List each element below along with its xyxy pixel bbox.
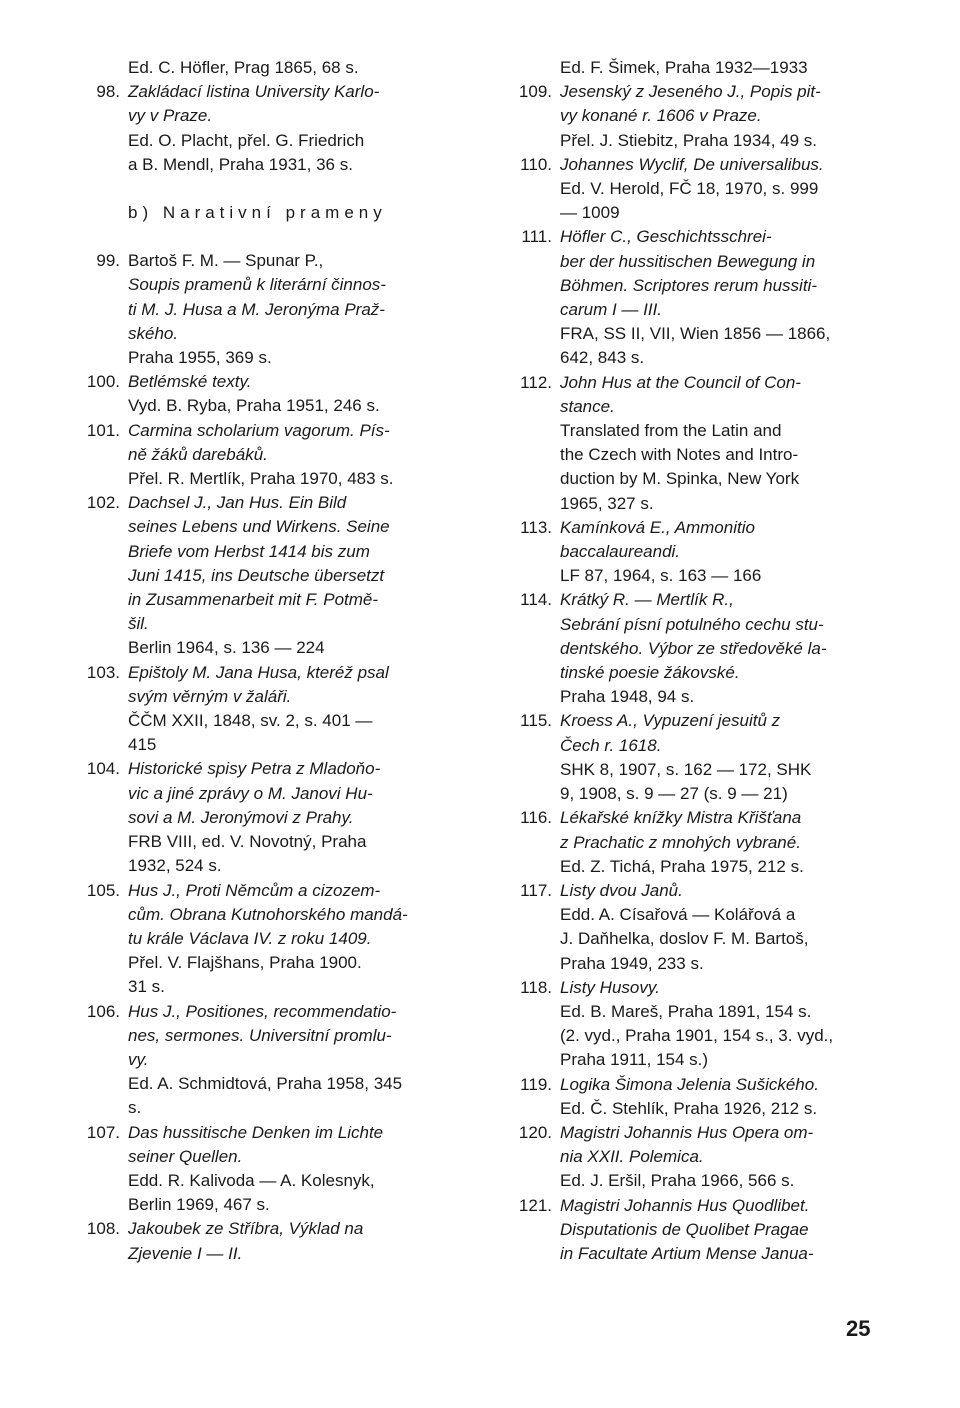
- entry-title-line: Lékařské knížky Mistra Křišťana: [560, 808, 802, 828]
- entry-number: 121.: [518, 1195, 552, 1215]
- entry-title-line: Zakládací listina University Karlo-: [128, 82, 380, 102]
- entry-number: 110.: [520, 154, 552, 174]
- entry-title-line: Kroess A., Vypuzení jesuitů z: [560, 711, 781, 731]
- entry-imprint-line: Berlin 1964, s. 136 — 224: [128, 638, 325, 658]
- entry-number: 104.: [86, 759, 120, 779]
- entry-imprint-line: Vyd. B. Ryba, Praha 1951, 246 s.: [128, 396, 380, 416]
- page-number: 25: [846, 1316, 871, 1341]
- entry-imprint-line: Přel. R. Mertlík, Praha 1970, 483 s.: [128, 469, 394, 489]
- entry-number: 118.: [520, 977, 552, 997]
- entry-title-line: in Zusammenarbeit mit F. Potmě-: [128, 590, 379, 610]
- entry-title-line: Zjevenie I — II.: [128, 1243, 243, 1263]
- bibliography-entry: [510, 1073, 890, 1121]
- bibliography-entry: [510, 225, 890, 370]
- entry-imprint-line: Translated from the Latin and: [560, 421, 782, 441]
- entry-number: 100.: [86, 372, 120, 392]
- entry-title-line: Juni 1415, ins Deutsche übersetzt: [128, 565, 385, 585]
- entry-title-line: vy konané r. 1606 v Praze.: [560, 106, 762, 126]
- entry-title-line: cům. Obrana Kutnohorského mandá-: [128, 904, 408, 924]
- entry-imprint-line: 415: [128, 735, 157, 755]
- entry-imprint-line: Praha 1911, 154 s.): [560, 1050, 709, 1070]
- entry-title-line: ského.: [128, 323, 179, 343]
- entry-number: 107.: [86, 1122, 120, 1142]
- entry-title-line: Logika Šimona Jelenia Sušického.: [560, 1074, 819, 1094]
- entry-imprint-line: 9, 1908, s. 9 — 27 (s. 9 — 21): [560, 784, 788, 804]
- entry-imprint-line: Praha 1955, 369 s.: [128, 348, 272, 368]
- bibliography-entry: [78, 1000, 458, 1121]
- entry-title-line: Listy dvou Janů.: [560, 880, 683, 900]
- entry-title-line: Hus J., Positiones, recommendatio-: [128, 1001, 397, 1021]
- entry-number: 117.: [520, 880, 552, 900]
- entry-title-line: svým věrným v žaláři.: [128, 686, 292, 706]
- entry-title-line: carum I — III.: [560, 300, 663, 320]
- entry-title-line: Johannes Wyclif, De universalibus.: [560, 154, 824, 174]
- entry-title-line: Das hussitische Denken im Lichte: [128, 1122, 384, 1142]
- bibliography-entry: [78, 879, 458, 1000]
- bibliography-entry: [510, 153, 890, 226]
- entry-number: 105.: [86, 880, 120, 900]
- entry-number: 106.: [86, 1001, 120, 1021]
- entry-imprint-line: duction by M. Spinka, New York: [560, 469, 800, 489]
- entry-title-line: tinské poesie žákovské.: [560, 663, 740, 683]
- entry-title-line: sovi a M. Jeronýmovi z Prahy.: [128, 807, 354, 827]
- entry-title-line: Betlémské texty.: [128, 372, 252, 392]
- entry-number: 115.: [520, 711, 552, 731]
- entry-title-line: ber der hussitischen Bewegung in: [560, 251, 816, 271]
- entry-imprint-line: — 1009: [560, 203, 620, 223]
- entry-imprint-line: Praha 1949, 233 s.: [560, 953, 704, 973]
- entry-imprint-line: 642, 843 s.: [560, 348, 645, 368]
- bibliography-entry: [510, 516, 890, 589]
- entry-title-line: Listy Husovy.: [560, 977, 660, 997]
- entry-imprint-line: Přel. V. Flajšhans, Praha 1900.: [128, 953, 362, 973]
- entry-number: 109.: [518, 82, 552, 102]
- bibliography-entry: [78, 757, 458, 878]
- entry-title-line: nia XXII. Polemica.: [560, 1147, 704, 1167]
- bibliography-entry: [78, 1217, 458, 1265]
- entry-imprint-line: Praha 1948, 94 s.: [560, 687, 695, 707]
- entry-imprint-line: FRA, SS II, VII, Wien 1856 — 1866,: [560, 324, 831, 344]
- entry-imprint-line: 31 s.: [128, 977, 165, 997]
- entry-title-line: Böhmen. Scriptores rerum hussiti-: [560, 275, 817, 295]
- entry-title-line: z Prachatic z mnohých vybrané.: [560, 832, 801, 852]
- entry-title-line: vic a jiné zprávy o M. Janovi Hu-: [128, 783, 373, 803]
- entry-imprint-line: Edd. A. Císařová — Kolářová a: [560, 905, 796, 925]
- entry-imprint-line: a B. Mendl, Praha 1931, 36 s.: [128, 154, 353, 174]
- entry-title-line: John Hus at the Council of Con-: [560, 372, 801, 392]
- entry-number: 103.: [86, 662, 120, 682]
- entry-title-line: nes, sermones. Universitní promlu-: [128, 1025, 392, 1045]
- entry-number: 101.: [86, 420, 120, 440]
- left-column: [78, 56, 458, 1266]
- entry-imprint-line: J. Daňhelka, doslov F. M. Bartoš,: [560, 929, 809, 949]
- bibliography-entry: [510, 371, 890, 516]
- bibliography-entry: [78, 249, 458, 370]
- entry-title-line: Dachsel J., Jan Hus. Ein Bild: [128, 493, 347, 513]
- entry-title-line: Briefe vom Herbst 1414 bis zum: [128, 541, 370, 561]
- entry-title-line: Soupis pramenů k literární činnos-: [128, 275, 386, 295]
- entry-imprint-line: Přel. J. Stiebitz, Praha 1934, 49 s.: [560, 130, 818, 150]
- entry-number: 120.: [518, 1122, 552, 1142]
- entry-title-line: seiner Quellen.: [128, 1146, 243, 1166]
- entry-title-line: vy.: [128, 1049, 149, 1069]
- entry-number: 112.: [520, 372, 552, 392]
- entry-title-line: Hus J., Proti Němcům a cizozem-: [128, 880, 381, 900]
- entry-imprint-line: Ed. Z. Tichá, Praha 1975, 212 s.: [560, 856, 804, 876]
- entry-title-line: Kamínková E., Ammonitio: [560, 517, 755, 537]
- entry-imprint-line: Edd. R. Kalivoda — A. Kolesnyk,: [128, 1170, 375, 1190]
- entry-number: 98.: [96, 82, 120, 102]
- right-column: [510, 56, 890, 1266]
- entry-imprint-line: Berlin 1969, 467 s.: [128, 1195, 270, 1215]
- entry-imprint-line: ČČM XXII, 1848, sv. 2, s. 401 —: [128, 711, 373, 731]
- bibliography-entry: [78, 1121, 458, 1218]
- entry-title-line: in Facultate Artium Mense Janua-: [560, 1243, 814, 1263]
- entry-imprint-line: Bartoš F. M. — Spunar P.,: [128, 251, 324, 271]
- entry-title-line: vy v Praze.: [128, 106, 213, 126]
- bibliography-entry: [510, 1194, 890, 1267]
- entry-number: 114.: [520, 590, 552, 610]
- bibliography-entry: [510, 806, 890, 879]
- section-heading: b) Narativní prameny: [128, 203, 387, 223]
- entry-title-line: Magistri Johannis Hus Opera om-: [560, 1122, 814, 1142]
- entry-title-line: Jakoubek ze Stříbra, Výklad na: [128, 1219, 364, 1239]
- entry-title-line: Magistri Johannis Hus Quodlibet.: [560, 1195, 810, 1215]
- entry-imprint-line: SHK 8, 1907, s. 162 — 172, SHK: [560, 759, 812, 779]
- entry-title-line: Epištoly M. Jana Husa, kteréž psal: [128, 662, 389, 682]
- spacer: [78, 225, 458, 249]
- entry-title-line: ně žáků darebáků.: [128, 444, 268, 464]
- entry-imprint-line: Ed. C. Höfler, Prag 1865, 68 s.: [128, 58, 359, 77]
- entry-imprint-line: 1965, 327 s.: [560, 493, 654, 513]
- entry-imprint-line: Ed. V. Herold, FČ 18, 1970, s. 999: [560, 179, 819, 199]
- entry-number: 99.: [96, 251, 120, 271]
- entry-imprint-line: (2. vyd., Praha 1901, 154 s., 3. vyd.,: [560, 1026, 834, 1046]
- entry-imprint-line: FRB VIII, ed. V. Novotný, Praha: [128, 832, 367, 852]
- entry-number: 108.: [86, 1219, 120, 1239]
- entry-imprint-line: Ed. B. Mareš, Praha 1891, 154 s.: [560, 1001, 812, 1021]
- bibliography-entry: [78, 491, 458, 660]
- entry-title-line: Čech r. 1618.: [560, 735, 662, 755]
- entry-title-line: Jesenský z Jeseného J., Popis pit-: [560, 82, 821, 102]
- bibliography-entry: [78, 80, 458, 177]
- entry-title-line: baccalaureandi.: [560, 542, 681, 562]
- entry-number: 119.: [520, 1074, 552, 1094]
- entry-imprint-line: the Czech with Notes and Intro-: [560, 445, 799, 465]
- entry-imprint-line: Ed. J. Eršil, Praha 1966, 566 s.: [560, 1171, 795, 1191]
- entry-title-line: stance.: [560, 396, 615, 416]
- entry-imprint-line: s.: [128, 1098, 142, 1118]
- entry-title-line: Carmina scholarium vagorum. Pís-: [128, 420, 390, 440]
- bibliography-entry: [510, 879, 890, 976]
- entry-title-line: Sebrání písní potulného cechu stu-: [560, 614, 824, 634]
- entry-imprint-line: Ed. O. Placht, přel. G. Friedrich: [128, 130, 365, 150]
- entry-imprint-line: 1932, 524 s.: [128, 856, 222, 876]
- entry-title-line: Höfler C., Geschichtsschrei-: [560, 227, 772, 247]
- entry-imprint-line: Ed. A. Schmidtová, Praha 1958, 345: [128, 1074, 403, 1094]
- bibliography-entry: [510, 976, 890, 1073]
- entry-title-line: dentského. Výbor ze středověké la-: [560, 638, 827, 658]
- entry-number: 116.: [520, 808, 552, 828]
- entry-number: 102.: [86, 493, 120, 513]
- bibliography-entry: [510, 1121, 890, 1194]
- bibliography-entry: [78, 661, 458, 758]
- entry-title-line: tu krále Václava IV. z roku 1409.: [128, 928, 372, 948]
- bibliography-entry: [78, 419, 458, 492]
- bibliography-entry: [510, 56, 890, 80]
- entry-title-line: Historické spisy Petra z Mladoňo-: [128, 759, 381, 779]
- entry-imprint-line: Ed. F. Šimek, Praha 1932—1933: [560, 58, 808, 77]
- entry-number: 113.: [520, 517, 552, 537]
- bibliography-entry: [510, 588, 890, 709]
- entry-title-line: Krátký R. — Mertlík R.,: [560, 590, 734, 610]
- entry-imprint-line: LF 87, 1964, s. 163 — 166: [560, 566, 762, 586]
- bibliography-entry: [510, 709, 890, 806]
- entry-number: 111.: [521, 227, 552, 247]
- entry-title-line: seines Lebens und Wirkens. Seine: [128, 517, 390, 537]
- bibliography-entry: [78, 56, 458, 80]
- entry-title-line: Disputationis de Quolibet Pragae: [560, 1219, 809, 1239]
- entry-title-line: ti M. J. Husa a M. Jeronýma Praž-: [128, 299, 385, 319]
- spacer: [78, 177, 458, 201]
- bibliography-entry: [510, 80, 890, 153]
- bibliography-entry: [78, 370, 458, 418]
- entry-title-line: šil.: [128, 614, 149, 634]
- entry-imprint-line: Ed. Č. Stehlík, Praha 1926, 212 s.: [560, 1098, 818, 1118]
